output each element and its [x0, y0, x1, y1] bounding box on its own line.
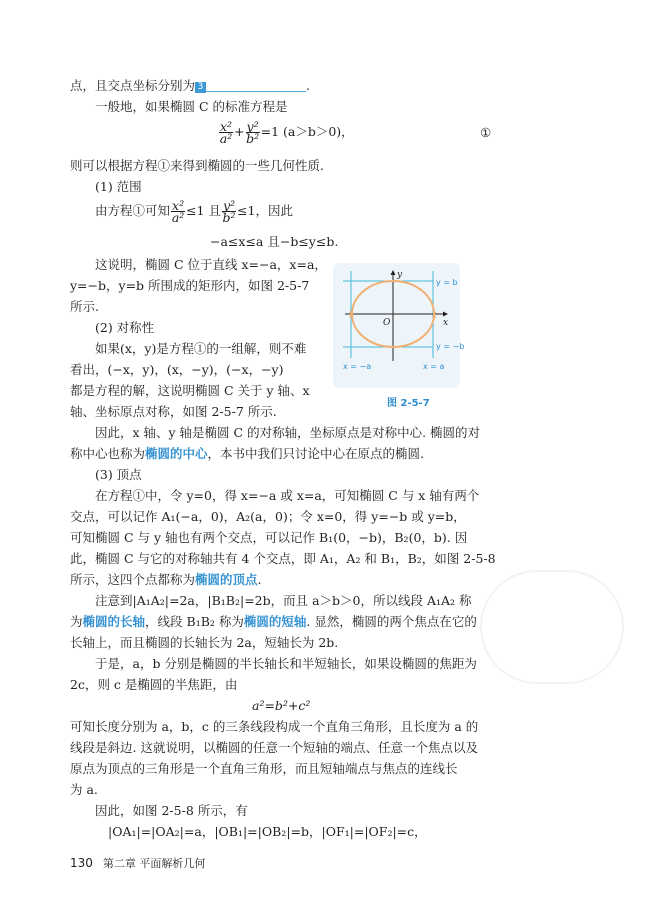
answer-blank	[206, 79, 306, 92]
equation-2: a²=b²+c²	[252, 698, 311, 713]
chapter-title: 第二章 平面解析几何	[102, 857, 206, 870]
fraction	[171, 200, 185, 223]
footnote-badge: 3	[195, 82, 206, 93]
text-line: 线段是斜边. 这就说明，以椭圆的任意一个短轴的端点、任意一个焦点以及	[70, 740, 478, 755]
text-line: 看出，(−x，y)，(x，−y)，(−x，−y)	[70, 362, 284, 377]
text-line: 如果(x，y)是方程①的一组解，则不难	[95, 341, 307, 356]
fraction-num: y²	[246, 119, 259, 134]
text-span: 称中心也称为	[70, 446, 146, 461]
text-span: 由方程①可知	[95, 203, 171, 218]
text-line	[70, 445, 424, 463]
figure-caption: 图 2-5-7	[387, 398, 430, 409]
watermark	[480, 570, 624, 684]
text-span: 点，且交点坐标分别为	[70, 78, 196, 93]
fraction-num: x²	[172, 198, 185, 213]
text-line: |OA₁|=|OA₂|=a，|OB₁|=|OB₂|=b，|OF₁|=|OF₂|=c，	[108, 824, 427, 839]
x-axis-arrow	[443, 312, 448, 317]
text-line	[70, 571, 262, 589]
text-line: 轴、坐标原点对称，如图 2-5-7 所示.	[70, 404, 277, 419]
text-span: 所示，这四个点都称为	[70, 572, 196, 587]
arrow-mark: ↕	[347, 311, 355, 321]
text-line: 可知椭圆 C 与 y 轴也有两个交点，可以记作 B₁(0，−b)，B₂(0，b). 因	[70, 530, 468, 545]
text-line: 则可以根据方程①来得到椭圆的一些几何性质.	[70, 158, 324, 173]
text-span: ，本书中我们只讨论中心在原点的椭圆.	[207, 446, 425, 461]
text-line: 长轴上，而且椭圆的长轴长为 2a，短轴长为 2b.	[70, 635, 339, 650]
term-minor-axis: 椭圆的短轴	[243, 614, 307, 629]
fraction	[246, 121, 260, 144]
text-line: 2c，则 c 是椭圆的半焦距，由	[70, 677, 238, 692]
term-ellipse-center: 椭圆的中心	[145, 446, 208, 461]
page-footer	[70, 855, 205, 871]
figure-2-5-7	[333, 263, 465, 388]
label-y-b: y = b	[436, 278, 458, 287]
text-span: =1 (a＞b＞0)，	[260, 124, 354, 139]
y-axis-arrow	[391, 270, 396, 275]
fraction-num: x²	[220, 119, 233, 134]
fraction-num: y²	[222, 198, 236, 213]
text-span: 为	[70, 614, 83, 629]
text-line: 此，椭圆 C 与它的对称轴共有 4 个交点，即 A₁，A₂ 和 B₁，B₂，如图 2-5-8	[70, 551, 496, 566]
term-major-axis: 椭圆的长轴	[82, 614, 146, 629]
text-line: 可知长度分别为 a，b，c 的三条线段构成一个直角三角形，且长度为 a 的	[70, 719, 479, 734]
term-vertex: 椭圆的顶点	[195, 572, 258, 587]
equation-number: ①	[480, 125, 492, 140]
fraction-den: a²	[171, 210, 185, 225]
text-line: 都是方程的解，这说明椭圆 C 关于 y 轴、x	[70, 383, 310, 398]
arrow-mark: ↕	[431, 311, 439, 321]
section-heading: (1) 范围	[95, 179, 142, 194]
label-y-minus-b: y = −b	[436, 342, 465, 351]
label-x-a: x = a	[423, 362, 445, 371]
text-line: 所示.	[70, 299, 99, 314]
text-line: 一般地，如果椭圆 C 的标准方程是	[95, 99, 288, 114]
text-line	[95, 198, 293, 224]
text-line: 于是，a，b 分别是椭圆的半长轴长和半短轴长，如果设椭圆的焦距为	[95, 656, 477, 671]
text-line	[70, 77, 310, 95]
text-line: −a≤x≤a 且−b≤y≤b.	[210, 234, 339, 249]
text-line	[70, 613, 477, 631]
text-span: ≤1，因此	[237, 203, 293, 218]
text-span: ，线段 B₁B₂ 称为	[145, 614, 244, 629]
fraction-den: a²	[219, 131, 233, 146]
text-span: .	[257, 572, 262, 587]
fraction	[222, 200, 236, 223]
ellipse-diagram	[333, 263, 465, 388]
text-line: 在方程①中，令 y=0，得 x=−a 或 x=a，可知椭圆 C 与 x 轴有两个	[95, 488, 480, 503]
text-line: y=−b，y=b 所围成的矩形内，如图 2-5-7	[70, 278, 310, 293]
text-span: ≤1 且	[186, 203, 221, 218]
text-line: 因此，如图 2-5-8 所示，有	[95, 803, 248, 818]
text-line: 这说明，椭圆 C 位于直线 x=−a，x=a，	[95, 257, 327, 272]
text-span: . 显然，椭圆的两个焦点在它的	[306, 614, 477, 629]
text-line: 交点，可以记作 A₁(−a，0)，A₂(a，0)；令 x=0，得 y=−b 或 y=b，	[70, 509, 466, 524]
y-label: y	[397, 270, 403, 280]
fraction-den: b²	[246, 131, 260, 146]
text-line: 原点为顶点的三角形是一个直角三角形，而且短轴端点与焦点的连线长	[70, 761, 458, 776]
page-number: 130	[70, 856, 93, 870]
section-heading: (3) 顶点	[95, 467, 142, 482]
x-label: x	[443, 318, 449, 328]
text-line: 注意到|A₁A₂|=2a，|B₁B₂|=2b，而且 a＞b＞0，所以线段 A₁A₂ 称	[95, 593, 472, 608]
fraction-den: b²	[222, 210, 236, 225]
text-line: 因此，x 轴、y 轴是椭圆 C 的对称轴，坐标原点是对称中心. 椭圆的对	[95, 425, 481, 440]
fraction	[219, 121, 233, 144]
label-x-minus-a: x = −a	[343, 362, 372, 371]
equation-1: $\frac{\text{x²}}{\text{a²}}$ + $\frac{\text{y²}}{\text{b²}}$ =1 (a＞b＞0)，	[219, 119, 354, 146]
origin-label: O	[383, 318, 391, 328]
text-line: 为 a.	[70, 782, 98, 797]
text-span: .	[306, 78, 310, 93]
section-heading: (2) 对称性	[95, 320, 155, 335]
